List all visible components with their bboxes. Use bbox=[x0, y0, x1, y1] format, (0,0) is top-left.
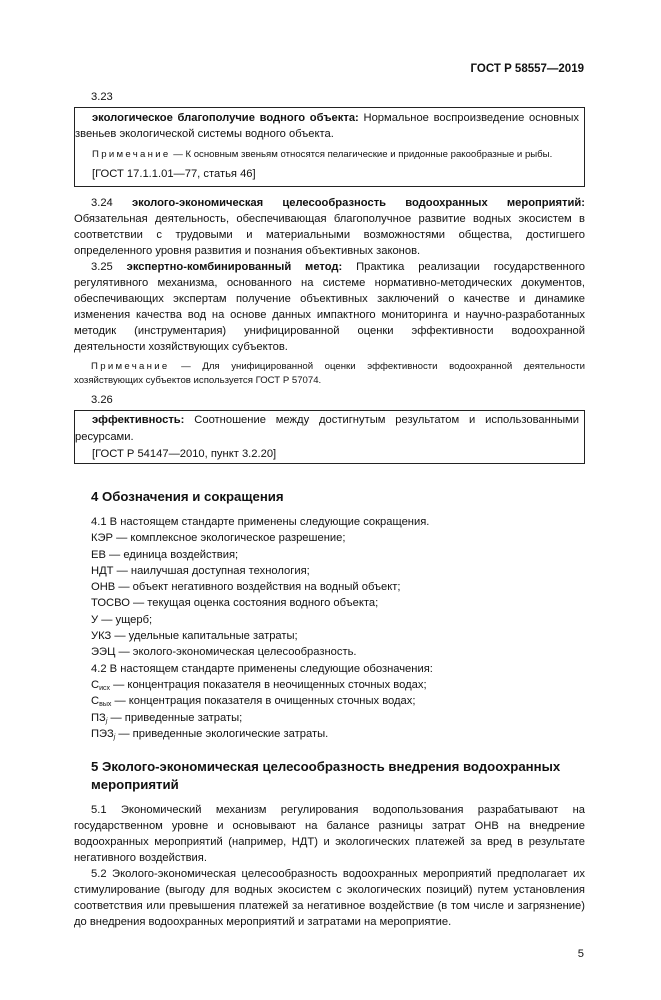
definition: Нормальное воспроизведение основных звеньев экологической системы водного объекта. bbox=[75, 112, 579, 140]
note-text: — Для унифицированной оценки эффективности водоохранной деятельности хозяйствующих субъектов используется ГОСТ Р 57074. bbox=[74, 361, 585, 386]
abbreviation-item: У — ущерб; bbox=[91, 613, 153, 626]
symbol-subscript: вых bbox=[99, 701, 112, 709]
clause-number: 3.24 bbox=[91, 197, 132, 209]
symbol-item bbox=[74, 726, 585, 742]
clause-3-25 bbox=[74, 259, 585, 355]
symbol-description: — концентрация показателя в неочищенных сточных водах; bbox=[110, 678, 427, 691]
clause-number: 3.25 bbox=[91, 261, 127, 273]
abbreviation-item: ЕВ — единица воздействия; bbox=[91, 548, 239, 561]
note-label: Примечание bbox=[91, 361, 170, 372]
paragraph-4-1: 4.1 В настоящем стандарте применены следующие сокращения. bbox=[91, 516, 430, 528]
clause-3-26-number: 3.26 bbox=[91, 394, 113, 406]
symbol-description: — концентрация показателя в очищенных сточных водах; bbox=[111, 695, 416, 708]
definition: Соотношение между достигнутым результатом и использованными ресурсами. bbox=[75, 414, 579, 443]
clause-3-23-number: 3.23 bbox=[91, 91, 113, 103]
clause-3-26-definition bbox=[75, 412, 579, 446]
abbreviation-item: ОНВ — объект негативного воздействия на водный объект; bbox=[91, 581, 401, 594]
abbreviation-item: УКЗ — удельные капитальные затраты; bbox=[91, 630, 298, 643]
term: экологическое благополучие водного объекта: bbox=[92, 112, 359, 124]
abbreviation-item: НДТ — наилучшая доступная технология; bbox=[91, 564, 310, 577]
abbreviation-item: ЭЭЦ — эколого-экономическая целесообразность. bbox=[91, 646, 357, 659]
symbol: С bbox=[91, 695, 100, 708]
clause-3-23-note bbox=[75, 148, 579, 162]
section-4-heading: 4 Обозначения и сокращения bbox=[91, 489, 284, 504]
symbol-subscript: j bbox=[113, 733, 116, 741]
abbreviation-item: КЭР — комплексное экологическое разрешение; bbox=[91, 532, 346, 545]
section-4-list bbox=[74, 514, 585, 742]
term: эколого-экономическая целесообразность водоохранных мероприятий: bbox=[131, 197, 585, 209]
symbol-item bbox=[74, 693, 585, 709]
abbreviation-item: ТОСВО — текущая оценка состояния водного объекта; bbox=[91, 597, 379, 610]
clause-3-26-reference: [ГОСТ Р 54147—2010, пункт 3.2.20] bbox=[92, 448, 277, 460]
clause-3-24 bbox=[74, 195, 585, 259]
symbol: С bbox=[91, 678, 100, 691]
document-content bbox=[74, 76, 585, 930]
clause-3-23-definition bbox=[75, 110, 579, 142]
symbol-description: — приведенные экологические затраты. bbox=[115, 727, 329, 740]
clause-3-23-box bbox=[74, 107, 585, 187]
symbol-subscript: исх bbox=[99, 684, 111, 692]
note-label: Примечание bbox=[92, 149, 171, 160]
page-number: 5 bbox=[577, 948, 584, 961]
paragraph-5-1: 5.1 Экономический механизм регулирования водопользования разрабатывают на государственном уровне и основывают на балансе разницы затрат ОНВ на внедрение водоохранных мероприятий (например, НДТ) и экологических платежей за вред в результате негативного воздействия. bbox=[74, 804, 585, 865]
clause-3-26-box bbox=[74, 410, 585, 464]
clause-3-25-note bbox=[74, 360, 585, 388]
symbol: ПЗ bbox=[91, 711, 106, 724]
paragraph-4-2: 4.2 В настоящем стандарте применены следующие обозначения: bbox=[91, 662, 433, 675]
term: экспертно-комбинированный метод: bbox=[126, 261, 343, 273]
term: эффективность: bbox=[92, 414, 185, 426]
paragraph-5-2: 5.2 Эколого-экономическая целесообразность водоохранных мероприятий предполагает их стимулирование (выгоду для водных экосистем с экологических позиций) путем установления соответствия или превышения платежей за негативное воздействие (в том числе и загрязнение) до внедрения водоохранных мероприятий и затратами на мероприятие. bbox=[74, 868, 585, 929]
symbol-item bbox=[74, 677, 585, 693]
symbol-subscript: j bbox=[105, 717, 108, 725]
clause-3-23-reference: [ГОСТ 17.1.1.01—77, статья 46] bbox=[92, 168, 256, 180]
definition: Практика реализации государственного регулятивного механизма, основанного на системе нормативно-методических документов, обеспечивающих экспертам получение объективных заключений о качестве и динамике изменения качества вод на основе данных импактного мониторинга и научно-разработанных методик (инструментария) унифицированной оценки эффективности водоохранной деятельности хозяйствующих субъектов. bbox=[74, 261, 585, 353]
section-5-heading: 5 Эколого-экономическая целесообразность внедрения водоохранных мероприятий bbox=[91, 759, 561, 793]
note-text: — К основным звеньям относятся пелагические и придонные ракообразные и рыбы. bbox=[170, 149, 553, 160]
symbol-item bbox=[74, 710, 585, 726]
document-id-header: ГОСТ Р 58557—2019 bbox=[470, 63, 584, 75]
symbol: ПЭЗ bbox=[91, 727, 114, 740]
definition: Обязательная деятельность, обеспечивающая благополучное развитие водных экосистем в соответствии с трудовыми и материальными возможностями общества, достигшего определенного уровня развития и познания объективных законов. bbox=[74, 213, 585, 257]
symbol-description: — приведенные затраты; bbox=[107, 711, 243, 724]
